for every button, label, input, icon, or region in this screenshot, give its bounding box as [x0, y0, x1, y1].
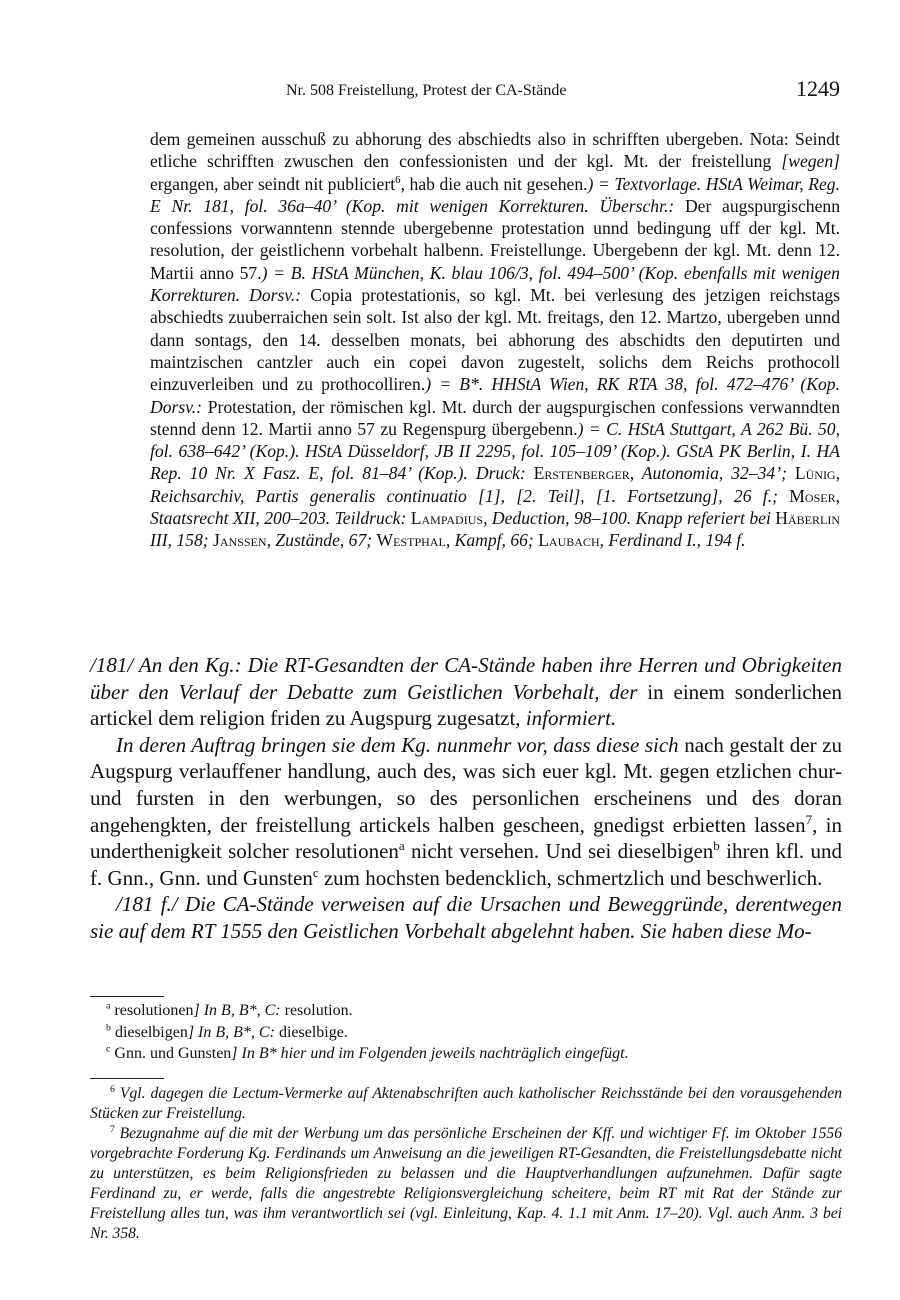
footnote-text: Bezugnahme auf die mit der Werbung um das persönliche Erscheinen der Kff. und wichtiger Ff. im Oktober 1556 vorgebrachte Forderung Kg. Ferdinands um Anweisung an die jeweiligen RT-Gesandten, die Freistellungsdebatte nicht zu unterstützen, es beim Religionsfrieden zu belassen und die Hauptverhandlungen aufzunehmen. Dafür sagte Ferdinand zu, er werde, falls die angestrebte Religionsvergleichung scheitere, beim RT mit Rat der Stände zur Freistellung alles tun, was ihm verantwortlich sei (vgl. Einleitung, Kap. 4. 1.1 mit Anm. 17–20). Vgl. auch Anm. 3 bei Nr. 358.: [90, 1125, 842, 1242]
page-number: 1249: [796, 76, 840, 101]
footnote-ref-7[interactable]: 7: [805, 811, 813, 827]
author-name: Janssen: [213, 530, 267, 551]
siglum: ] In B, B*, C:: [187, 1023, 275, 1041]
source-description: [150, 128, 840, 552]
textual-apparatus: [106, 1000, 842, 1065]
reading: dieselbige.: [274, 1023, 348, 1041]
editorial-insertion: [wegen]: [781, 151, 840, 172]
footnotes: [90, 1084, 842, 1244]
quoted-text: nicht versehen. Und sei dieselbigen: [404, 839, 714, 864]
textnote-mark: c: [106, 1043, 111, 1055]
editorial-summary: /181/ An den Kg.: Die RT-Gesandten der CA-Stände haben ihre Herren und Obrigkeiten über den Verlauf der Debatte zum Geistlichen Vorbehalt, der: [90, 653, 842, 704]
author-name: Lampadius: [410, 508, 484, 529]
author-name: Westphal: [376, 530, 446, 551]
textnote-a: [106, 1000, 842, 1022]
bibliographic-ref: , Staatsrecht XII, 200–203. Teildruck:: [150, 485, 840, 529]
author-name: Moser: [789, 485, 836, 506]
bibliographic-ref: , Deduction, 98–100. Knapp referiert bei: [483, 508, 776, 529]
editorial-summary: In deren Auftrag bringen sie dem Kg. nunmehr vor, dass diese sich: [116, 732, 679, 757]
archival-citation: ) = Textvorlage. HStA Weimar, Reg. E Nr. 181, fol. 36a–40’ (Kop. mit wenigen Korrekturen. Überschr.:: [150, 173, 840, 216]
lemma: dieselbigen: [114, 1023, 188, 1041]
editorial-summary: informiert.: [525, 706, 617, 731]
source-text: Copia protestationis, so kgl. Mt. bei verlesung des jetzigen reichstags abschiedts zuuberraichen sein solt. Ist also der kgl. Mt. freitags, den 12. Martzo, ubergeben unnd dann sontags, den 14. desselben monats, bei abhorung des abschidts den deputirten und maintzischen cantzler auch ein copei davon zugestelt, solichs dem Reichs prothocoll einzuverleiben und zu prothocolliren.: [150, 285, 840, 395]
quoted-text: , in underthenigkeit solcher resolutionen: [90, 812, 842, 864]
textnote-mark: a: [106, 1000, 111, 1012]
bibliographic-ref: , Reichsarchiv, Partis generalis continuatio [1], [2. Teil], [1. Fortsetzung], 26 f.;: [150, 463, 841, 506]
running-header: [150, 76, 840, 104]
textnote-divider: [90, 996, 164, 997]
source-text: Der augspurgischenn confessions vorwanntenn stennde ubergebenne protestation unnd bedingung uff der kgl. Mt. resolution, der geistlichenn vorbehalt halbenn. Freistellunge. Ubergebenn der kgl. Mt. denn 12. Martii anno 57.: [150, 195, 840, 283]
source-text: ergangen, aber seindt nit publiciert: [150, 173, 396, 194]
author-name: Lünig: [794, 463, 836, 484]
main-text: [90, 652, 842, 945]
quoted-text: in einem sonderlichen artickel dem religion friden zu Augspurg zugesatzt,: [90, 679, 842, 731]
paragraph-1: [90, 652, 842, 732]
author-name: Erstenberger: [533, 463, 630, 484]
paragraph-2: [90, 732, 842, 892]
paragraph-3: /181 f./ Die CA-Stände verweisen auf die Ursachen und Beweggründe, derentwegen sie auf dem RT 1555 den Geistlichen Vorbehalt abgelehnt haben. Sie haben diese Mo-: [90, 892, 842, 943]
source-text: , hab die auch nit gesehen.: [400, 173, 588, 194]
archival-citation: ) = B*. HHStA Wien, RK RTA 38, fol. 472–476’ (Kop. Dorsv.:: [150, 374, 841, 417]
footnote-text: Vgl. dagegen die Lectum-Vermerke auf Aktenabschriften auch katholischer Reichsstände bei den vorausgehenden Stücken zur Freistellung.: [90, 1085, 842, 1122]
running-title: Nr. 508 Freistellung, Protest der CA-Stände: [286, 82, 567, 99]
textnote-ref-a[interactable]: a: [398, 838, 405, 854]
textnote-c: [106, 1043, 842, 1065]
footnote-divider: [90, 1078, 164, 1079]
siglum: ] In B, B*, C:: [193, 1002, 281, 1019]
footnote-number: 6: [110, 1083, 115, 1095]
bibliographic-ref: , Zustände, 67;: [266, 530, 377, 551]
textnote-b: [106, 1022, 842, 1044]
lemma: Gnn. und Gunsten: [114, 1045, 232, 1062]
footnote-ref-6[interactable]: 6: [395, 173, 401, 186]
textnote-ref-b[interactable]: b: [713, 838, 720, 854]
archival-citation: ) = C. HStA Stuttgart, A 262 Bü. 50, fol. 638–642’ (Kop.). HStA Düsseldorf, JB II 2295, fol. 105–109’ (Kop.). GStA PK Berlin, I. HA Rep. 10 Nr. X Fasz. E, fol. 81–84’ (Kop.). Druck:: [150, 418, 841, 484]
source-text: Protestation, der römischen kgl. Mt. durch der augspurgischen confessions verwanndten stennd denn 12. Martii anno 57 zu Regenspurg übergebenn.: [150, 396, 840, 439]
source-text: dem gemeinen ausschuß zu abhorung des abschiedts also in schrifften ubergeben. Nota: Seindt etliche schrifften zwuschen den confessionisten und der kgl. Mt. der freistellung: [150, 129, 840, 172]
footnote-6: [90, 1084, 842, 1124]
quoted-text: nach gestalt der zu Augspurg verlauffener handlung, auch des, was sich euer kgl. Mt. gegen etzlichen chur- und fursten in den werbungen, so des personlichen erscheinens und des doran angehengkten, der freistellung artickels halben gescheen, gnedigst erbietten lassen: [90, 732, 842, 837]
footnote-7: [90, 1124, 842, 1244]
bibliographic-ref: III, 158;: [150, 530, 214, 551]
quoted-text: ihren kfl. und f. Gnn., Gnn. und Gunsten: [90, 839, 842, 890]
archival-citation: ) = B. HStA München, K. blau 106/3, fol. 494–500’ (Kop. ebenfalls mit wenigen Korrekturen. Dorsv.:: [150, 262, 840, 306]
bibliographic-ref: , Kampf, 66;: [445, 530, 539, 551]
reading: resolution.: [280, 1002, 353, 1019]
bibliographic-ref: , Autonomia, 32–34’;: [629, 463, 795, 484]
author-name: Häberlin: [775, 508, 840, 529]
textnote-mark: b: [106, 1022, 111, 1034]
siglum: ] In B* hier und im Folgenden jeweils nachträglich eingefügt.: [231, 1045, 629, 1062]
footnote-number: 7: [110, 1123, 115, 1135]
quoted-text: zum hochsten bedencklich, schmertzlich und beschwerlich.: [318, 865, 823, 890]
textnote-ref-c[interactable]: c: [312, 864, 319, 880]
bibliographic-ref: , Ferdinand I., 194 f.: [599, 530, 746, 551]
lemma: resolutionen: [114, 1002, 194, 1019]
author-name: Laubach: [538, 530, 600, 551]
